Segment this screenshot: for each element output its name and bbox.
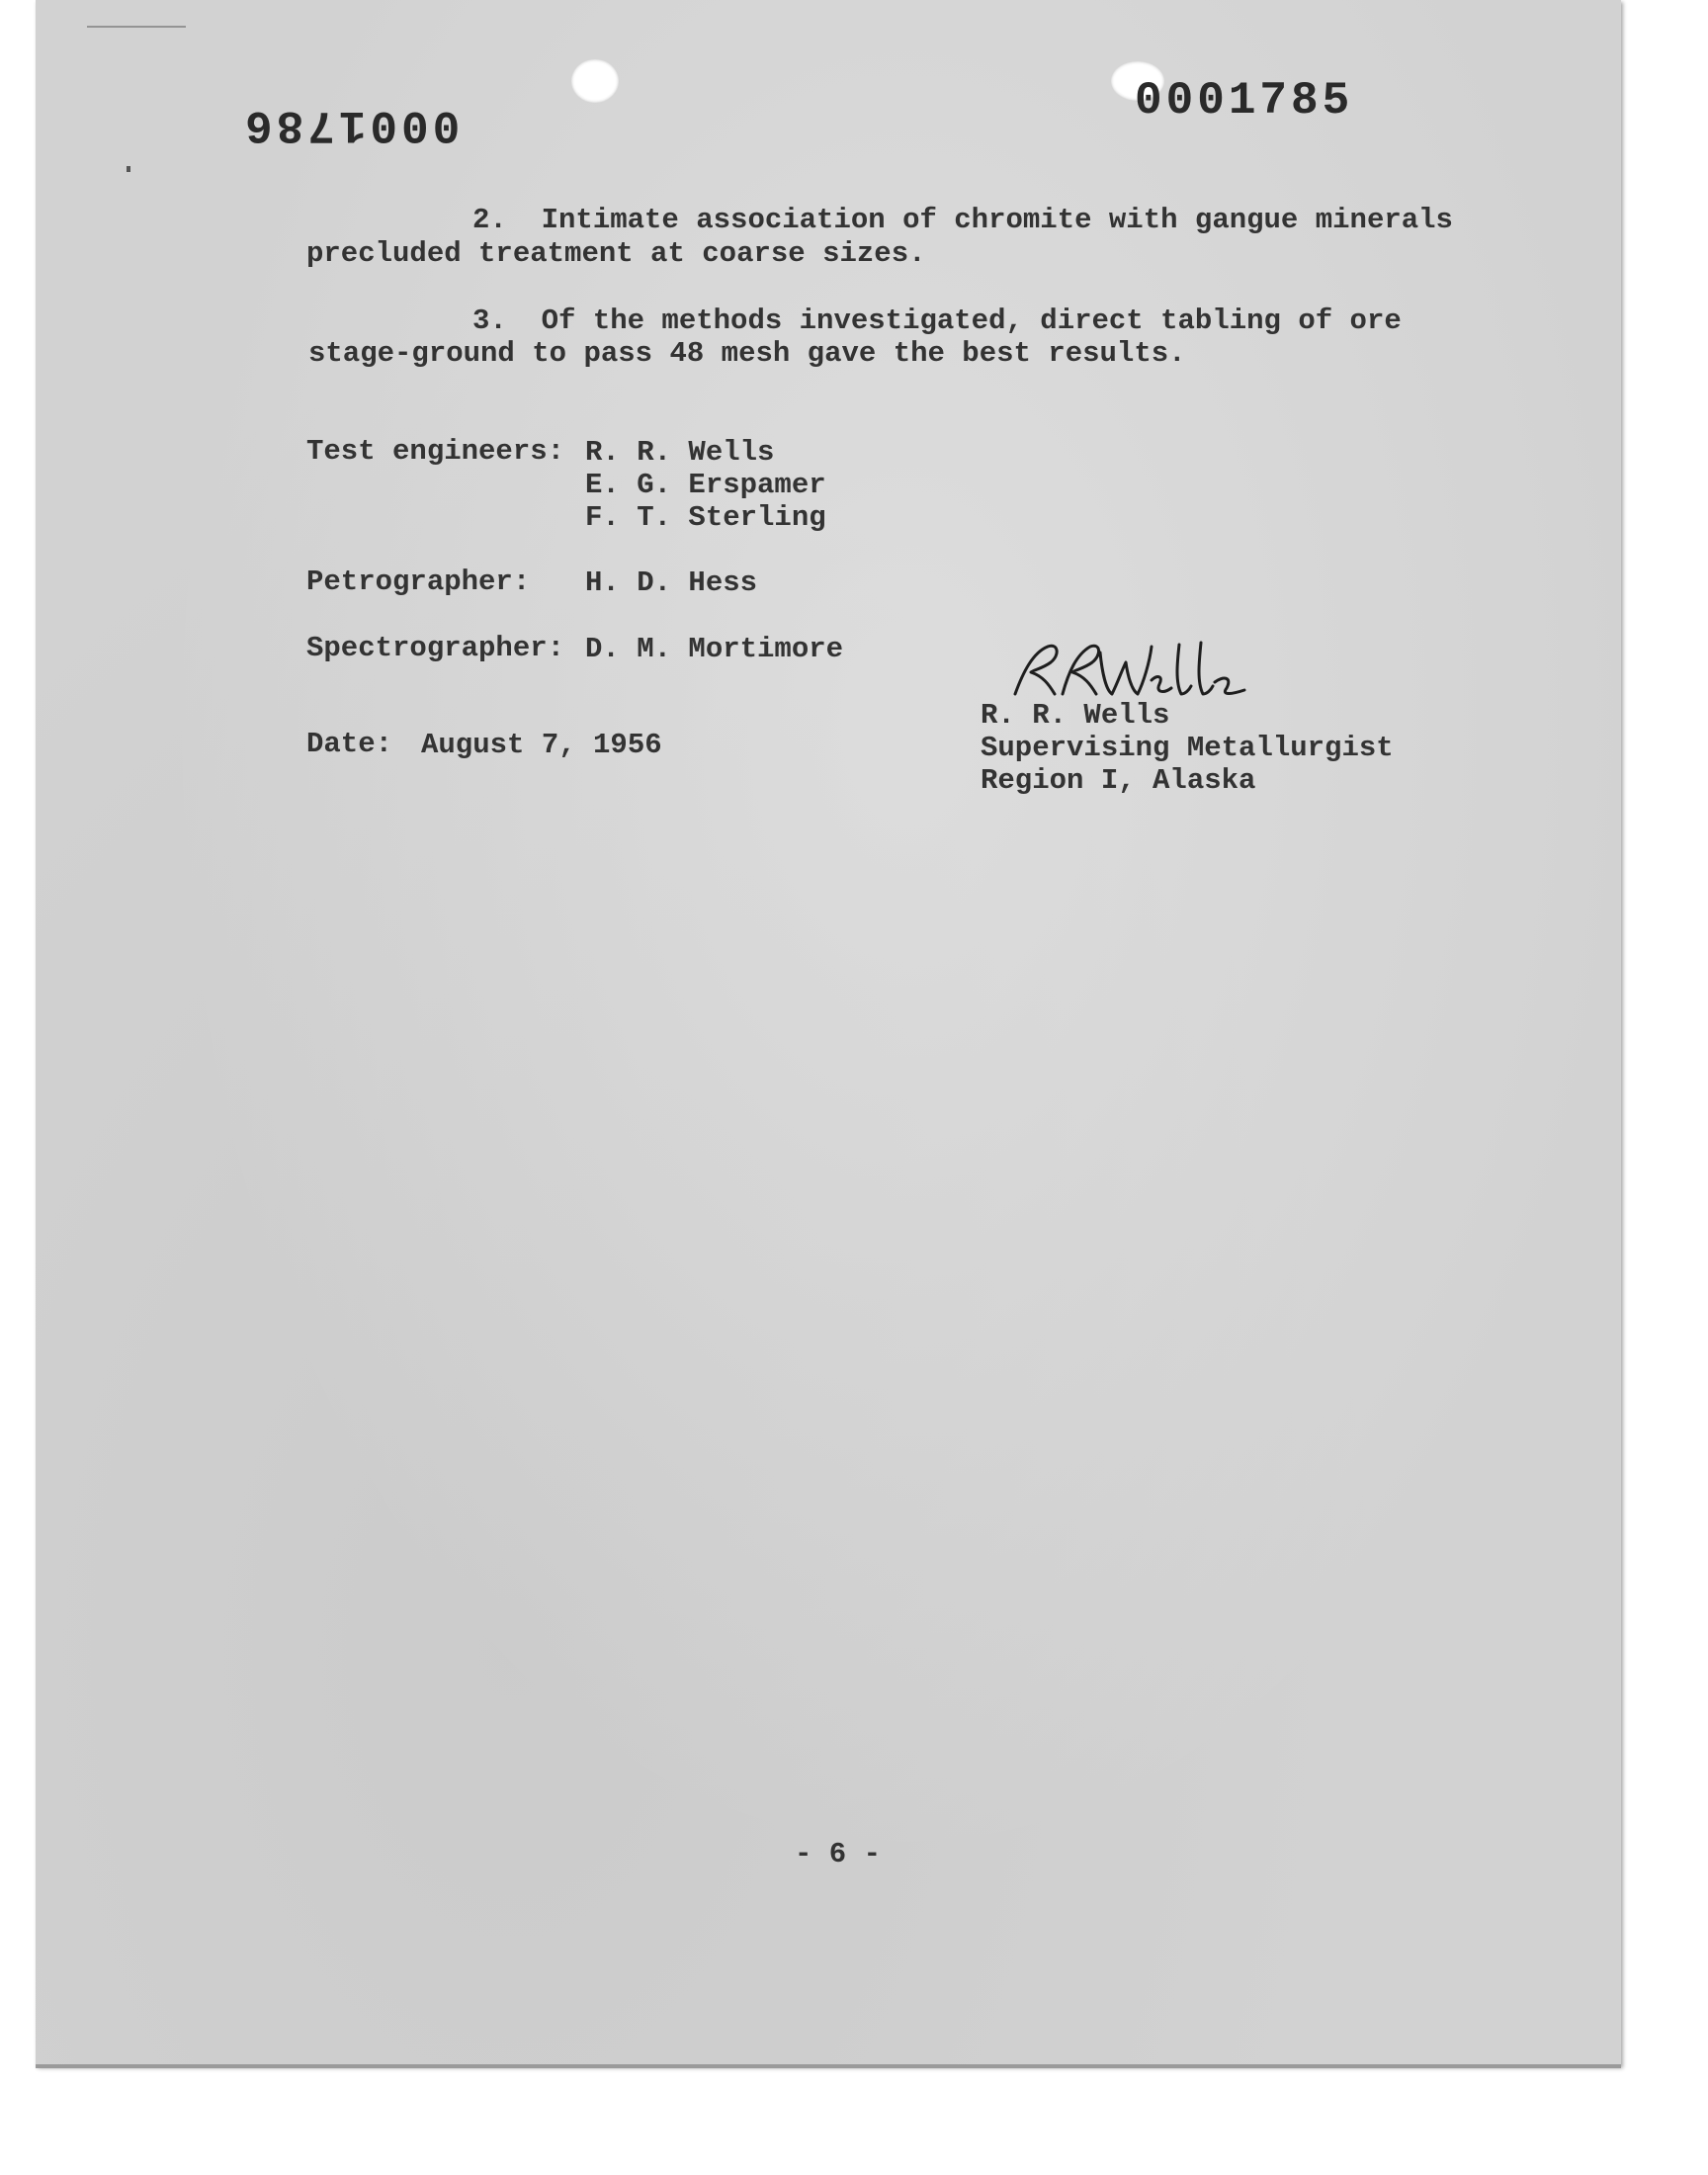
signatory-name: R. R. Wells xyxy=(981,699,1170,732)
test-engineers-label: Test engineers: xyxy=(306,435,565,468)
paragraph-2-line-2: precluded treatment at coarse sizes. xyxy=(306,237,926,270)
date-label: Date: xyxy=(306,728,393,760)
page-edge xyxy=(36,2064,1621,2068)
petrographer-label: Petrographer: xyxy=(306,566,531,598)
page-number: - 6 - xyxy=(795,1838,882,1870)
punch-hole-left xyxy=(571,59,619,103)
date-value: August 7, 1956 xyxy=(421,729,662,761)
stray-mark xyxy=(127,166,130,172)
paragraph-3-line-2: stage-ground to pass 48 mesh gave the best results. xyxy=(308,337,1186,370)
spectrographer-label: Spectrographer: xyxy=(306,632,565,664)
document-number-stamp-flipped: 0001786 xyxy=(241,99,461,150)
paragraph-3-line-1: 3. Of the methods investigated, direct tabling of ore xyxy=(472,304,1402,337)
test-engineer-name: F. T. Sterling xyxy=(585,501,826,534)
test-engineer-name: R. R. Wells xyxy=(585,436,775,469)
petrographer-name: H. D. Hess xyxy=(585,566,758,599)
spectrographer-name: D. M. Mortimore xyxy=(585,633,844,665)
signatory-region: Region I, Alaska xyxy=(981,764,1256,797)
document-number-stamp: 0001785 xyxy=(1135,75,1354,127)
test-engineer-name: E. G. Erspamer xyxy=(585,469,826,501)
stray-mark xyxy=(87,26,186,28)
paragraph-2-line-1: 2. Intimate association of chromite with gangue minerals xyxy=(472,204,1453,236)
signatory-title: Supervising Metallurgist xyxy=(981,732,1394,764)
